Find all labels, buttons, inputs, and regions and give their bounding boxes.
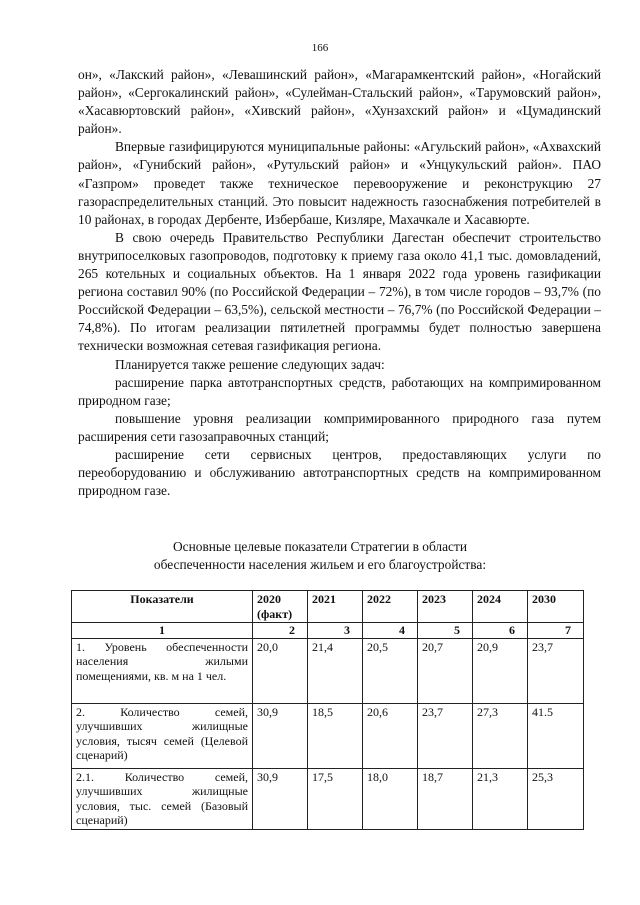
- table-cell: 18,7: [418, 768, 473, 829]
- table-cell: 21,4: [308, 638, 363, 703]
- row-label: 2.1. Количество семей, улучшивших жилищные условия, тыс. семей (Базовый сценарий): [72, 768, 253, 829]
- page-number: 166: [311, 42, 329, 54]
- header-cell: 2021: [308, 591, 363, 623]
- table-row: [72, 768, 584, 829]
- column-number: 1: [72, 623, 253, 639]
- column-number: 4: [363, 623, 418, 639]
- row-label: 1. Уровень обеспеченности населения жилыми помещениями, кв. м на 1 чел.: [72, 638, 253, 703]
- paragraph: расширение сети сервисных центров, предоставляющих услуги по переоборудованию и обслуживанию автотранспортных средств на компримированном природном газе.: [78, 446, 601, 499]
- header-cell: 2022: [363, 591, 418, 623]
- table-title-line: обеспеченности населения жильем и его благоустройства:: [153, 557, 487, 572]
- table-title: [0, 538, 640, 574]
- table-cell: 25,3: [528, 768, 584, 829]
- body-text: [78, 66, 601, 500]
- paragraph: В свою очередь Правительство Республики Дагестан обеспечит строительство внутрипоселковых газопроводов, подготовку к приему газа около 41,1 тыс. домовладений, 265 котельных и социальных объектов. На 1 января 2022 года уровень газификации региона составил 90% (по Российской Федерации – 72%), в том числе городов – 93,7% (по Российской Федерации – 63,5%), сельской местности – 76,7% (по Российской Федерации – 74,8%). По итогам реализации пятилетней программы будет полностью завершена технически возможная сетевая газификация региона.: [78, 229, 601, 354]
- table-cell: 20,6: [363, 703, 418, 768]
- column-number: 7: [528, 623, 584, 639]
- table-cell: 20,7: [418, 638, 473, 703]
- table-cell: 30,9: [253, 768, 308, 829]
- header-cell: 2020 (факт): [253, 591, 308, 623]
- table-cell: 41.5: [528, 703, 584, 768]
- indicators-table: [71, 590, 584, 830]
- column-number: 5: [418, 623, 473, 639]
- paragraph: повышение уровня реализации компримированного природного газа путем расширения сети газозаправочных станций;: [78, 410, 601, 444]
- table-cell: 18,0: [363, 768, 418, 829]
- column-number: 2: [253, 623, 308, 639]
- header-cell: Показатели: [72, 591, 253, 623]
- table-row: [72, 638, 584, 703]
- column-number: 3: [308, 623, 363, 639]
- table-header-row: [72, 591, 584, 623]
- table-cell: 23,7: [418, 703, 473, 768]
- table-cell: 30,9: [253, 703, 308, 768]
- paragraph: Планируется также решение следующих задач:: [115, 356, 385, 372]
- header-cell: 2024: [473, 591, 528, 623]
- paragraph: расширение парка автотранспортных средств, работающих на компримированном природном газе;: [78, 374, 601, 408]
- table-cell: 17,5: [308, 768, 363, 829]
- table-cell: 18,5: [308, 703, 363, 768]
- table-cell: 20,9: [473, 638, 528, 703]
- header-cell: 2030: [528, 591, 584, 623]
- paragraph: Впервые газифицируются муниципальные районы: «Агульский район», «Ахвахский район», «Гунибский район», «Рутульский район» и «Унцукульский район». ПАО «Газпром» проведет также техническое перевооружение и реконструкцию 27 газораспределительных станций. Это повысит надежность газоснабжения потребителей в 10 районах, в городах Дербенте, Избербаше, Кизляре, Махачкале и Хасавюрте.: [78, 139, 601, 227]
- table-cell: 20,5: [363, 638, 418, 703]
- row-label: 2. Количество семей, улучшивших жилищные условия, тысяч семей (Целевой сценарий): [72, 703, 253, 768]
- table-cell: 20,0: [253, 638, 308, 703]
- paragraph: он», «Лакский район», «Левашинский район», «Магарамкентский район», «Ногайский район», «Сергокалинский район», «Сулейман-Стальский район», «Тарумовский район», «Хасавюртовский район», «Хивский район», «Хунзахский район» и «Цумадинский район».: [78, 67, 601, 137]
- table-title-line: Основные целевые показатели Стратегии в области: [172, 539, 468, 554]
- column-number-row: [72, 623, 584, 639]
- table-row: [72, 703, 584, 768]
- table-cell: 27,3: [473, 703, 528, 768]
- column-number: 6: [473, 623, 528, 639]
- header-cell: 2023: [418, 591, 473, 623]
- table-cell: 23,7: [528, 638, 584, 703]
- table-cell: 21,3: [473, 768, 528, 829]
